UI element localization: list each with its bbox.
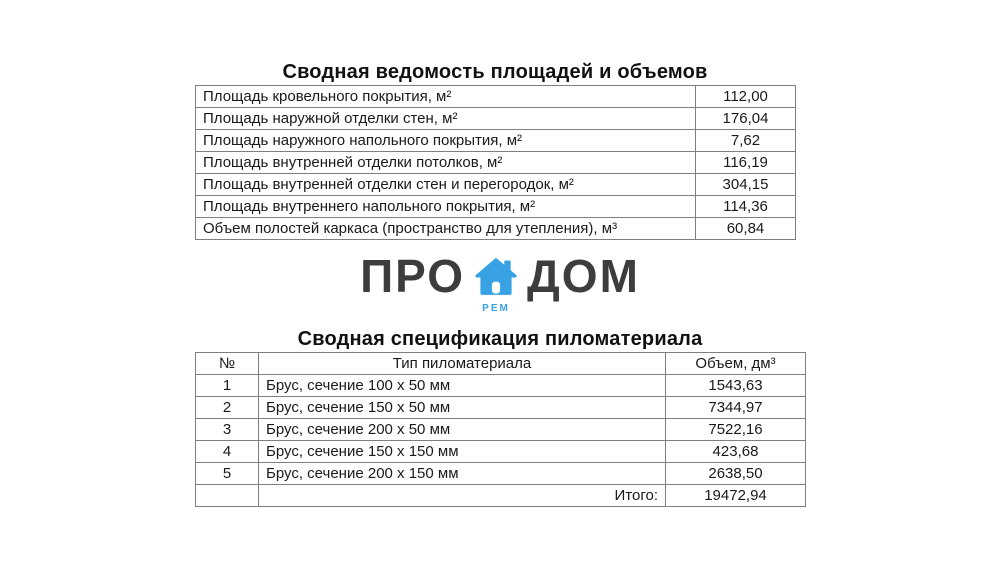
summary-row-label: Объем полостей каркаса (пространство для утепления), м³	[196, 218, 696, 240]
lumber-row-volume: 1543,63	[666, 375, 806, 397]
table-row	[196, 463, 806, 485]
table-header-row	[196, 353, 806, 375]
table-total-row	[196, 485, 806, 507]
house-icon	[474, 256, 518, 303]
summary-row-value: 112,00	[696, 86, 796, 108]
total-row-empty-cell	[196, 485, 259, 507]
header-volume: Объем, дм³	[666, 353, 806, 375]
summary-row-label: Площадь внутренней отделки потолков, м²	[196, 152, 696, 174]
summary-row-label: Площадь наружной отделки стен, м²	[196, 108, 696, 130]
summary-row-label: Площадь внутреннего напольного покрытия, м²	[196, 196, 696, 218]
summary-row-label: Площадь внутренней отделки стен и перегородок, м²	[196, 174, 696, 196]
summary-table	[195, 85, 796, 240]
summary-table-title: Сводная ведомость площадей и объемов	[282, 61, 708, 83]
table-row	[196, 152, 796, 174]
table-row	[196, 397, 806, 419]
summary-row-value: 116,19	[696, 152, 796, 174]
prodom-logo	[0, 250, 1000, 314]
summary-row-value: 114,36	[696, 196, 796, 218]
summary-row-label: Площадь кровельного покрытия, м²	[196, 86, 696, 108]
summary-row-value: 7,62	[696, 130, 796, 152]
logo-sub-label: РЕМ	[482, 303, 510, 314]
total-label: Итого:	[259, 485, 666, 507]
total-value: 19472,94	[666, 485, 806, 507]
lumber-table-title: Сводная спецификация пиломатериала	[297, 328, 703, 350]
summary-row-value: 304,15	[696, 174, 796, 196]
table-row	[196, 174, 796, 196]
table-row	[196, 86, 796, 108]
summary-row-label: Площадь наружного напольного покрытия, м²	[196, 130, 696, 152]
header-num: №	[196, 353, 259, 375]
lumber-row-volume: 423,68	[666, 441, 806, 463]
lumber-row-volume: 7522,16	[666, 419, 806, 441]
lumber-table	[195, 352, 806, 507]
table-row	[196, 375, 806, 397]
lumber-row-num: 3	[196, 419, 259, 441]
table-row	[196, 441, 806, 463]
table-row	[196, 108, 796, 130]
lumber-row-num: 4	[196, 441, 259, 463]
lumber-row-volume: 2638,50	[666, 463, 806, 485]
summary-row-value: 176,04	[696, 108, 796, 130]
lumber-row-type: Брус, сечение 150 х 50 мм	[259, 397, 666, 419]
lumber-row-num: 2	[196, 397, 259, 419]
lumber-row-type: Брус, сечение 200 х 150 мм	[259, 463, 666, 485]
lumber-row-volume: 7344,97	[666, 397, 806, 419]
lumber-row-type: Брус, сечение 100 х 50 мм	[259, 375, 666, 397]
table-row	[196, 419, 806, 441]
lumber-row-num: 1	[196, 375, 259, 397]
logo-word-right: ДОМ	[527, 250, 640, 302]
summary-row-value: 60,84	[696, 218, 796, 240]
logo-mark	[474, 256, 518, 314]
lumber-row-type: Брус, сечение 200 х 50 мм	[259, 419, 666, 441]
table-row	[196, 130, 796, 152]
table-row	[196, 218, 796, 240]
lumber-row-type: Брус, сечение 150 х 150 мм	[259, 441, 666, 463]
logo-word-left: ПРО	[360, 250, 466, 302]
header-type: Тип пиломатериала	[259, 353, 666, 375]
table-row	[196, 196, 796, 218]
lumber-row-num: 5	[196, 463, 259, 485]
